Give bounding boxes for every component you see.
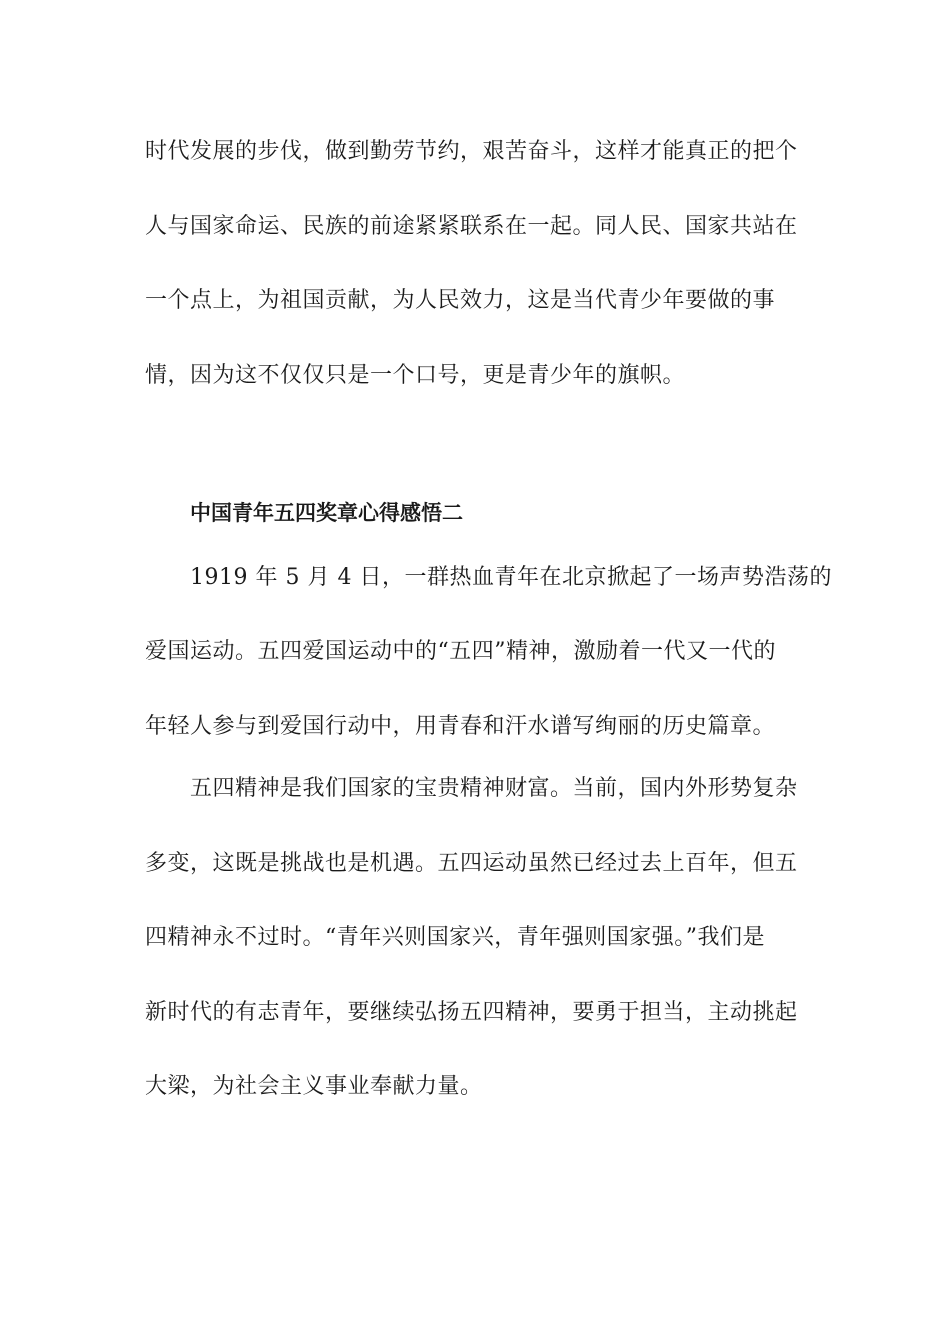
section-heading: 中国青年五四奖章心得感悟二 [190, 501, 463, 525]
paragraph-line: 1919 年 5 月 4 日，一群热血青年在北京掀起了一场声势浩荡的 [190, 565, 832, 590]
paragraph-line: 爱国运动。五四爱国运动中的“五四”精神，激励着一代又一代的 [145, 639, 776, 664]
paragraph-line: 大梁，为社会主义事业奉献力量。 [145, 1074, 483, 1099]
paragraph-line: 一个点上，为祖国贡献，为人民效力，这是当代青少年要做的事 [145, 288, 776, 313]
paragraph-line: 人与国家命运、民族的前途紧紧联系在一起。同人民、国家共站在 [145, 214, 798, 239]
paragraph-line: 情，因为这不仅仅只是一个口号，更是青少年的旗帜。 [145, 363, 686, 388]
paragraph-line: 五四精神是我们国家的宝贵精神财富。当前，国内外形势复杂 [190, 776, 798, 801]
paragraph-line: 时代发展的步伐，做到勤劳节约，艰苦奋斗，这样才能真正的把个 [145, 139, 798, 164]
paragraph-line: 年轻人参与到爱国行动中，用青春和汗水谱写绚丽的历史篇章。 [145, 714, 776, 739]
paragraph-line: 四精神永不过时。“青年兴则国家兴，青年强则国家强。”我们是 [145, 925, 765, 950]
paragraph-line: 多变，这既是挑战也是机遇。五四运动虽然已经过去上百年，但五 [145, 851, 798, 876]
paragraph-line: 新时代的有志青年，要继续弘扬五四精神，要勇于担当，主动挑起 [145, 1000, 798, 1025]
